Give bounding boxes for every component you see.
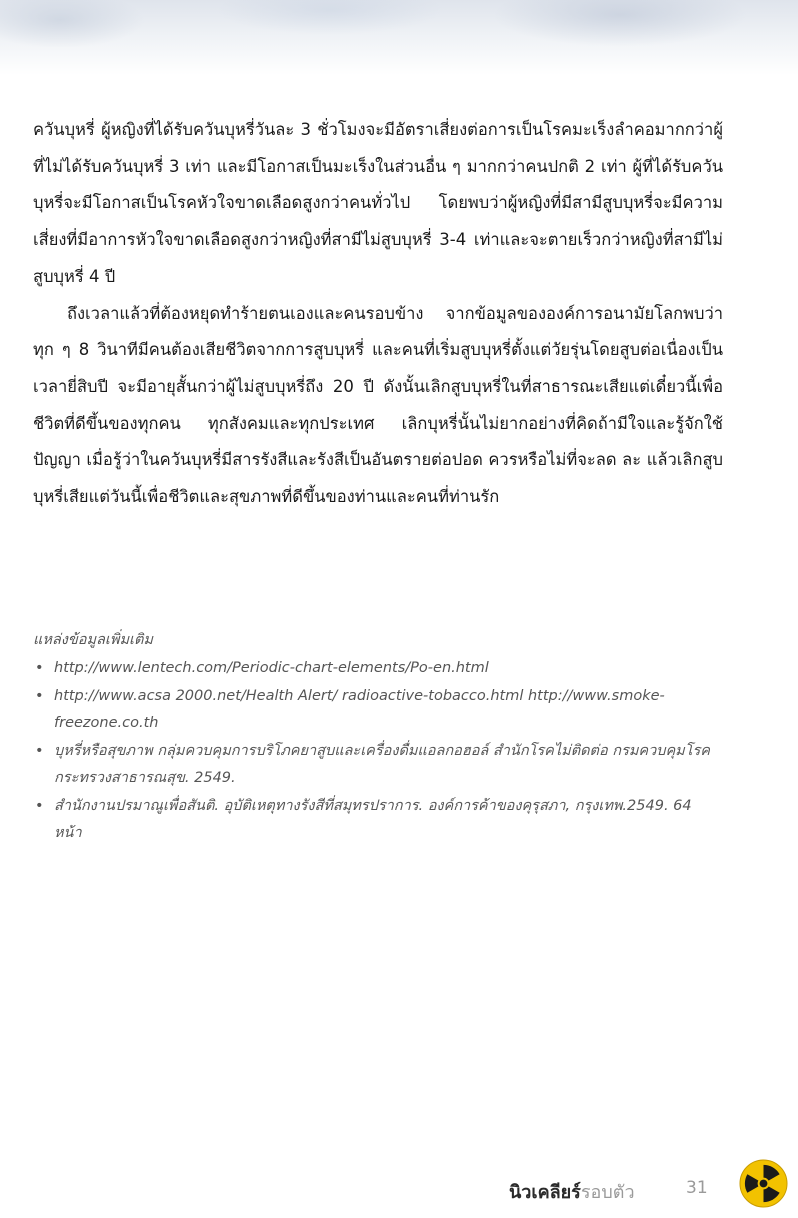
references-list (33, 655, 723, 848)
header-sky-decoration (0, 0, 798, 75)
page-footer (476, 1170, 798, 1210)
bullet-icon: • (35, 660, 44, 676)
bullet-icon: • (35, 742, 44, 759)
references-section (33, 626, 723, 848)
bullet-icon: • (35, 797, 44, 814)
references-heading: แหล่งข้อมูลเพิ่มเติม (33, 632, 153, 648)
footer-brand (509, 1177, 635, 1206)
paragraph-2: ถึงเวลาแล้วที่ต้องหยุดทำร้ายตนเองและคนรอบข้าง จากข้อมูลขององค์การอนามัยโลกพบว่าทุก ๆ 8 วินาทีมีคนต้องเสียชีวิตจากการสูบบุหรี่ และคนที่เริ่มสูบบุหรี่ตั้งแต่วัยรุ่นโดยสูบต่อเนื่องเป็นเวลายี่สิบปี จะมีอายุสั้นกว่าผู้ไม่สูบบุหรี่ถึง 20 ปี ดังนั้นเลิกสูบบุหรี่ในที่สาธารณะเสียแต่เดี๋ยวนี้เพื่อชีวิตที่ดีขึ้นของทุกคน ทุกสังคมและทุกประเทศ เลิกบุหรี่นั้นไม่ยากอย่างที่คิดถ้ามีใจและรู้จักใช้ปัญญา เมื่อรู้ว่าในควันบุหรี่มีสารรังสีและรังสีเป็นอันตรายต่อปอด ควรหรือไม่ที่จะลด ละ แล้วเลิกสูบบุหรี่เสียแต่วันนี้เพื่อชีวิตและสุขภาพที่ดีขึ้นของท่านและคนที่ท่านรัก (33, 303, 723, 507)
paragraph-1: ควันบุหรี่ ผู้หญิงที่ได้รับควันบุหรี่วันละ 3 ชั่วโมงจะมีอัตราเสี่ยงต่อการเป็นโรคมะเร็งลำคอมากกว่าผู้ที่ไม่ได้รับควันบุหรี่ 3 เท่า และมีโอกาสเป็นมะเร็งในส่วนอื่น ๆ มากกว่าคนปกติ 2 เท่า ผู้ที่ได้รับควันบุหรี่จะมีโอกาสเป็นโรคหัวใจขาดเลือดสูงกว่าคนทั่วไป โดยพบว่าผู้หญิงที่มีสามีสูบบุหรี่จะมีความเสี่ยงที่มีอาการหัวใจขาดเลือดสูงกว่าหญิงที่สามีไม่สูบบุหรี่ 3-4 เท่าและจะตายเร็วกว่าหญิงที่สามีไม่สูบบุหรี่ 4 ปี (33, 120, 723, 286)
reference-text: http://www.acsa 2000.net/Health Alert/ radioactive-tobacco.html http://www.smoke-freezone.co.th (54, 687, 665, 731)
reference-item (33, 683, 723, 738)
reference-text: http://www.lentech.com/Periodic-chart-elements/Po-en.html (54, 660, 489, 676)
footer-brand-thin: รอบตัว (580, 1182, 635, 1203)
footer-brand-bold: นิวเคลียร์ (509, 1182, 581, 1203)
radiation-trefoil-icon (739, 1159, 788, 1208)
bullet-icon: • (35, 687, 44, 704)
reference-text: สำนักงานปรมาณูเพื่อสันติ. อุบัติเหตุทางรังสีที่สมุทรปราการ. องค์การค้าของคุรุสภา, กรุงเทพ.2549. 64 หน้า (54, 797, 692, 841)
page-number: 31 (686, 1178, 708, 1198)
reference-text: บุหรี่หรือสุขภาพ กลุ่มควบคุมการบริโภคยาสูบและเครื่องดื่มแอลกอฮอล์ สำนักโรคไม่ติดต่อ กรมควบคุมโรค กระทรวงสาธารณสุข. 2549. (54, 742, 710, 786)
reference-item (33, 655, 723, 683)
article-body (33, 112, 723, 516)
reference-item (33, 793, 723, 848)
reference-item (33, 738, 723, 793)
